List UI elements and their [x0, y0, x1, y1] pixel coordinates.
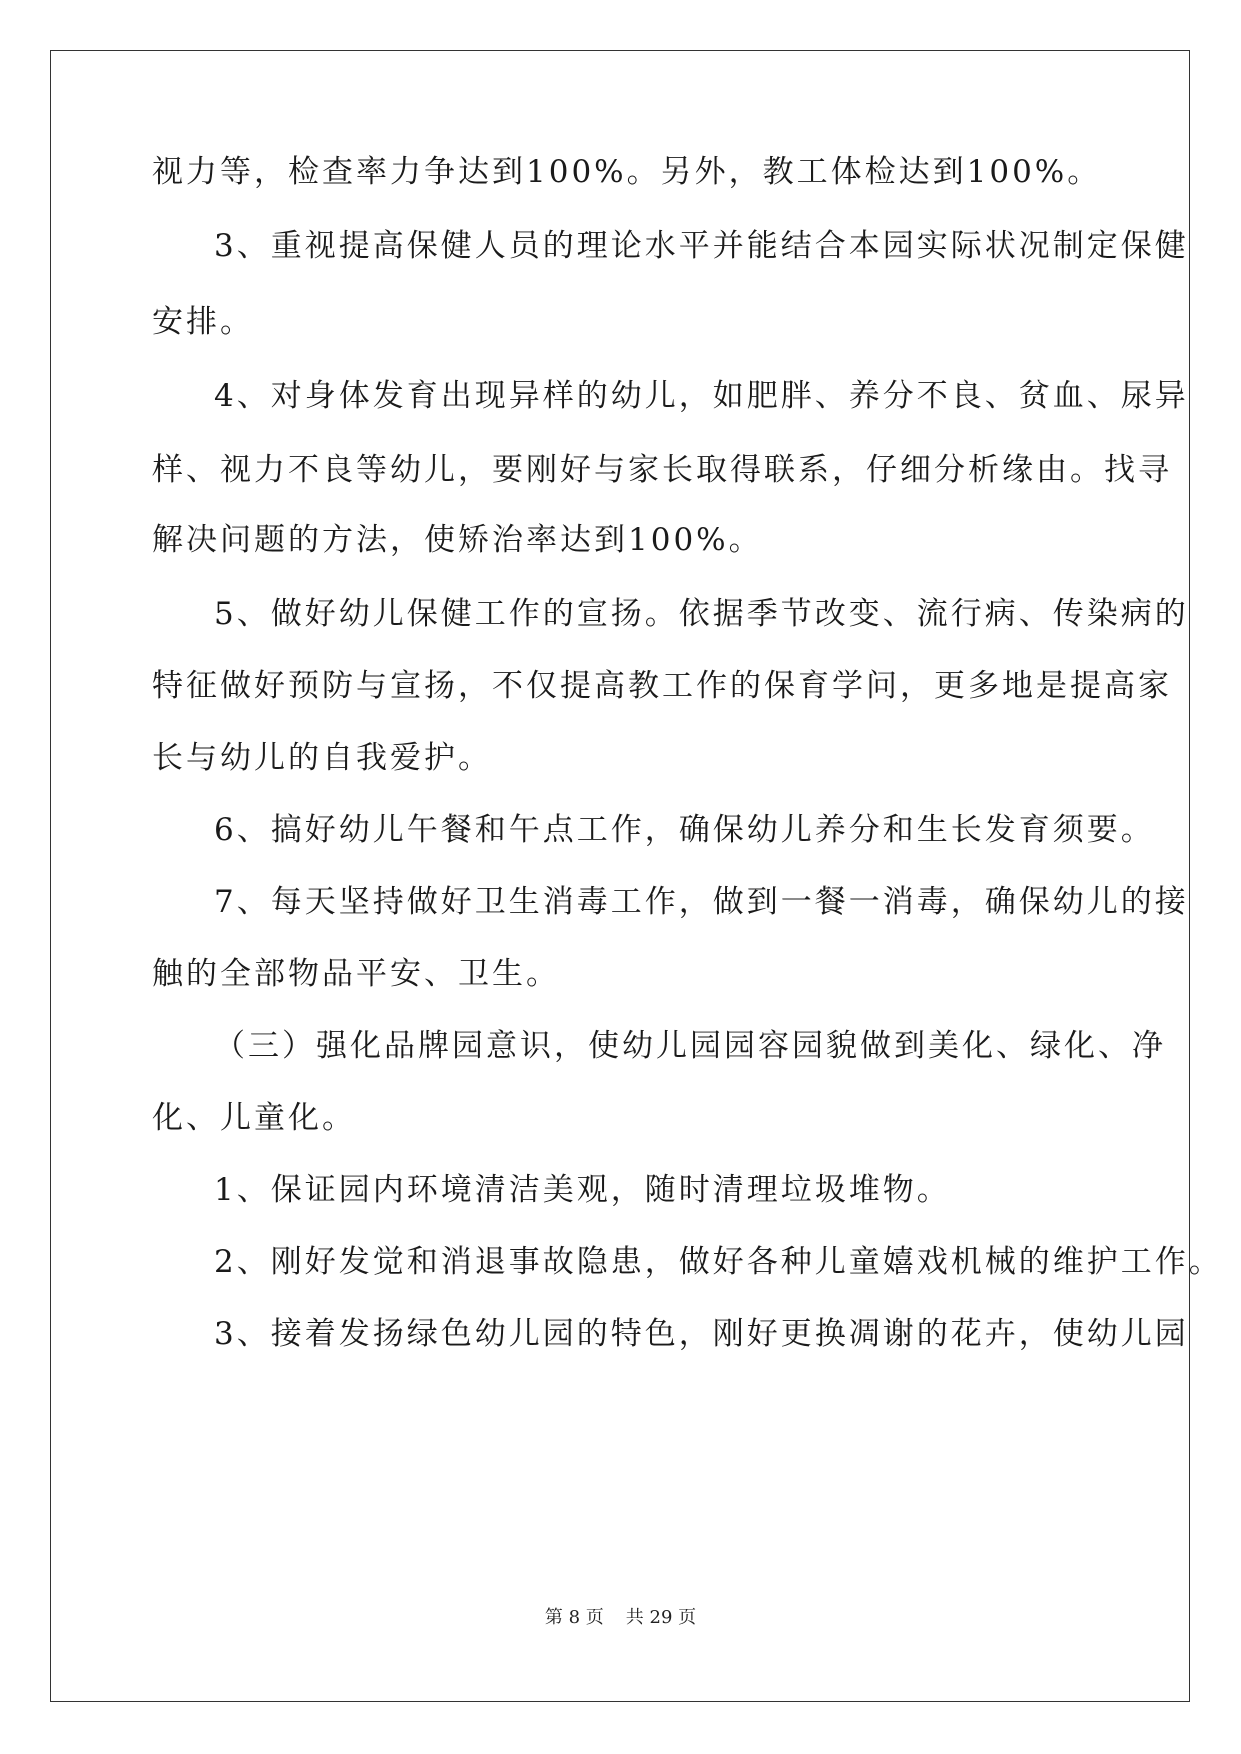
text-line: 2、刚好发觉和消退事故隐患，做好各种儿童嬉戏机械的维护工作。 — [214, 1244, 1223, 1280]
text-line: 3、重视提高保健人员的理论水平并能结合本园实际状况制定保健 — [214, 228, 1189, 264]
text-line: 化、儿童化。 — [152, 1100, 356, 1136]
text-line: 4、对身体发育出现异样的幼儿，如肥胖、养分不良、贫血、尿异 — [214, 378, 1189, 414]
text-line: 触的全部物品平安、卫生。 — [152, 956, 560, 992]
text-line: 视力等，检查率力争达到100%。另外，教工体检达到100%。 — [152, 154, 1102, 190]
text-line: 解决问题的方法，使矫治率达到100%。 — [152, 522, 763, 558]
text-line: 7、每天坚持做好卫生消毒工作，做到一餐一消毒，确保幼儿的接 — [214, 884, 1189, 920]
text-line: 6、搞好幼儿午餐和午点工作，确保幼儿养分和生长发育须要。 — [214, 812, 1155, 848]
text-line: 样、视力不良等幼儿，要刚好与家长取得联系，仔细分析缘由。找寻 — [152, 452, 1172, 488]
page-number: 第 8 页 — [544, 1607, 604, 1628]
text-line: 安排。 — [152, 304, 254, 340]
text-line: 1、保证园内环境清洁美观，随时清理垃圾堆物。 — [214, 1172, 951, 1208]
text-line: 特征做好预防与宣扬，不仅提高教工作的保育学问，更多地是提高家 — [152, 668, 1172, 704]
page-border — [50, 50, 1190, 1702]
text-line: 长与幼儿的自我爱护。 — [152, 740, 492, 776]
page-footer — [0, 1606, 1241, 1630]
text-line: 5、做好幼儿保健工作的宣扬。依据季节改变、流行病、传染病的 — [214, 596, 1189, 632]
text-line: （三）强化品牌园意识，使幼儿园园容园貌做到美化、绿化、净 — [214, 1028, 1166, 1064]
text-line: 3、接着发扬绿色幼儿园的特色，刚好更换凋谢的花卉，使幼儿园 — [214, 1316, 1189, 1352]
page-total: 共 29 页 — [625, 1607, 697, 1628]
